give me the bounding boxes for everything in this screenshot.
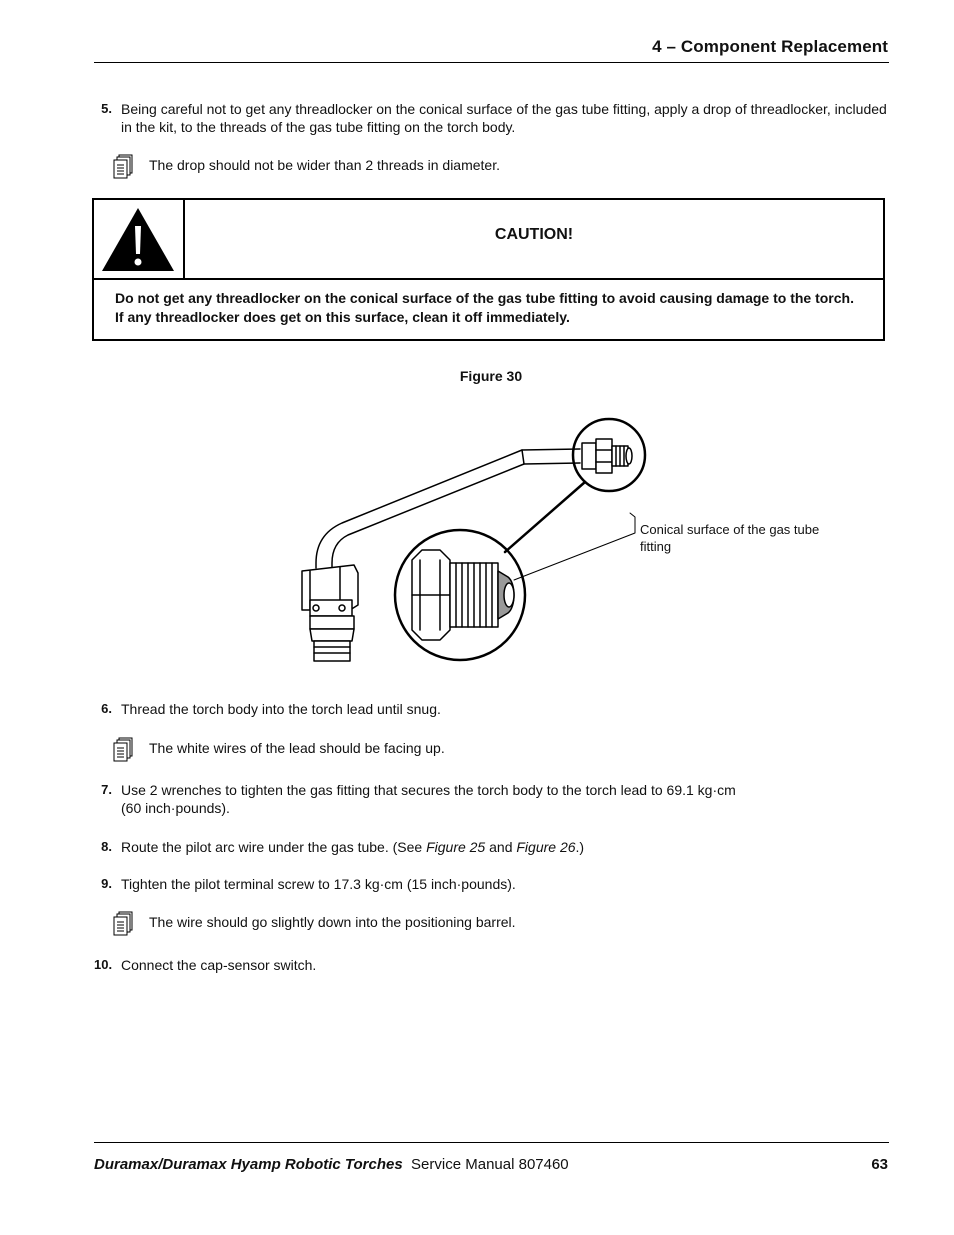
step-10 xyxy=(94,956,889,974)
step-text-line-2: (60 inch·pounds). xyxy=(121,800,230,816)
step-text: Tighten the pilot terminal screw to 17.3 kg·cm (15 inch·pounds). xyxy=(121,876,516,892)
figure-callout-label: Conical surface of the gas tube fitting xyxy=(640,522,820,554)
caution-icon-cell xyxy=(94,200,185,278)
header-rule xyxy=(94,62,889,63)
step-text: Connect the cap-sensor switch. xyxy=(121,957,317,973)
step-5 xyxy=(94,100,889,136)
page-number: 63 xyxy=(871,1156,888,1173)
caution-body: Do not get any threadlocker on the conical surface of the gas tube fitting to avoid causing damage to the torch. If any threadlocker does get on this surface, clean it off immediately. xyxy=(115,290,854,325)
warning-triangle-icon xyxy=(94,200,183,278)
step-number: 6. xyxy=(101,701,112,716)
step-9 xyxy=(94,875,889,893)
footer-rule xyxy=(94,1142,889,1143)
note-pages-icon xyxy=(112,911,134,937)
caution-title: CAUTION! xyxy=(494,226,574,243)
step-number: 7. xyxy=(101,782,112,797)
note-text: The white wires of the lead should be facing up. xyxy=(149,740,445,756)
step-number: 5. xyxy=(101,101,112,116)
figure-caption: Figure 30 xyxy=(459,368,523,384)
step-text: Route the pilot arc wire under the gas tube. (See xyxy=(121,839,427,855)
step-number: 10. xyxy=(94,957,113,972)
gas-tube-outer-edge xyxy=(316,449,580,568)
step-text-line-1: Use 2 wrenches to tighten the gas fitting that secures the torch body to the torch lead to 69.1 kg·cm xyxy=(121,782,736,798)
step-6 xyxy=(94,700,889,718)
note-text: The wire should go slightly down into the positioning barrel. xyxy=(149,914,516,930)
note-text: The drop should not be wider than 2 threads in diameter. xyxy=(149,157,500,173)
footer-document-title xyxy=(94,1156,569,1173)
step-text: Thread the torch body into the torch lead until snug. xyxy=(121,701,441,717)
caution-box xyxy=(92,198,885,341)
step-text-end: .) xyxy=(575,839,585,855)
note-3 xyxy=(112,913,872,941)
section-header-title: 4 – Component Replacement xyxy=(652,37,888,56)
step-text-mid: and xyxy=(485,839,517,855)
footer-product-name: Duramax/Duramax Hyamp Robotic Torches xyxy=(94,1156,403,1173)
step-8 xyxy=(94,838,889,856)
step-7 xyxy=(94,781,889,817)
note-2 xyxy=(112,739,872,767)
step-number: 9. xyxy=(101,876,112,891)
note-pages-icon xyxy=(112,154,134,180)
step-number: 8. xyxy=(101,839,112,854)
step-text: Being careful not to get any threadlocker on the conical surface of the gas tube fitting, apply a drop of threadlocker, included in the kit, to the threads of the gas tube fitting on the torch body. xyxy=(121,101,887,135)
note-1 xyxy=(112,156,872,184)
caution-divider xyxy=(94,278,883,280)
figure-25-reference[interactable]: Figure 25 xyxy=(426,839,486,855)
note-pages-icon xyxy=(112,737,134,763)
figure-26-reference[interactable]: Figure 26 xyxy=(516,839,576,855)
gas-tube-inner-edge xyxy=(332,463,580,568)
footer-manual-number: Service Manual 807460 xyxy=(411,1156,569,1173)
